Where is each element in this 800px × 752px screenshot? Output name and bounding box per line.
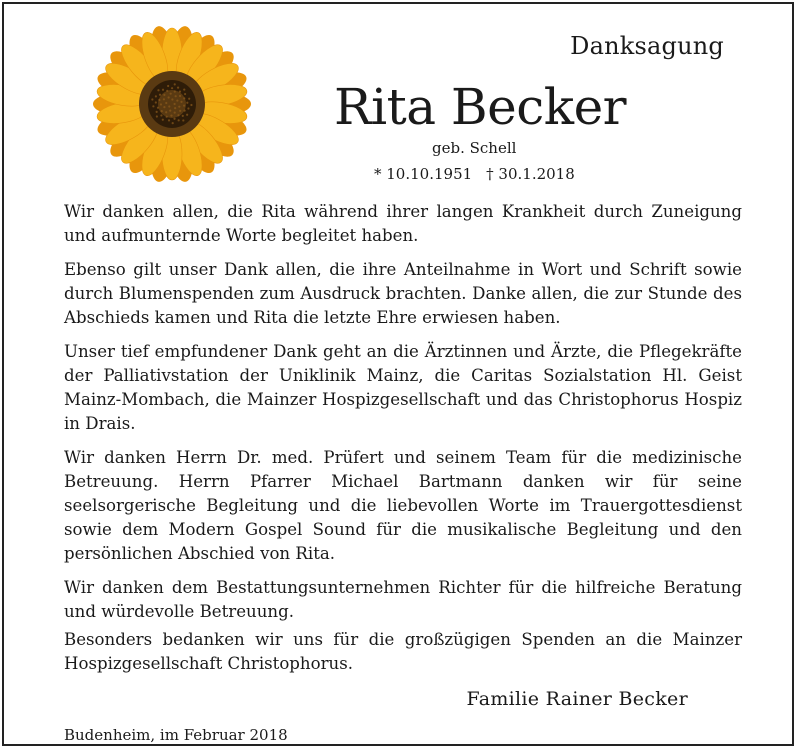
paragraph: Ebenso gilt unser Dank allen, die ihre Anteilnahme in Wort und Schrift sowie durch Blumenspenden zum Ausdruck brachten. Danke allen, die zur Stunde des Abschieds kamen und Rita die letzte Ehre erwiesen haben. [64, 260, 742, 327]
notice-heading: Danksagung [570, 32, 724, 60]
notice-body [64, 200, 742, 686]
signature: Familie Rainer Becker [466, 688, 688, 710]
place-date: Budenheim, im Februar 2018 [64, 726, 288, 744]
paragraph: Besonders bedanken wir uns für die großzügigen Spenden an die Mainzer Hospizgesellschaft Christophorus. [64, 630, 742, 673]
life-dates [374, 165, 575, 183]
death-date: † 30.1.2018 [486, 165, 575, 183]
paragraph: Wir danken Herrn Dr. med. Prüfert und seinem Team für die medizinische Betreuung. Herrn Pfarrer Michael Bartmann danken wir für seine seelsorgerische Begleitung und die liebevollen Worte im Trauergottesdienst sowie dem Modern Gospel Sound für die musikalische Begleitung und den persönlichen Abschied von Rita. [64, 448, 742, 563]
paragraph: Unser tief empfundener Dank geht an die Ärztinnen und Ärzte, die Pflegekräfte der Palliativstation der Uniklinik Mainz, die Caritas Sozialstation Hl. Geist Mainz-Mombach, die Mainzer Hospizgesellschaft und das Christophorus Hospiz in Drais. [64, 342, 742, 433]
paragraph: Wir danken allen, die Rita während ihrer langen Krankheit durch Zuneigung und aufmunternde Worte begleitet haben. [64, 202, 742, 245]
birth-date: * 10.10.1951 [374, 165, 473, 183]
paragraph: Wir danken dem Bestattungsunternehmen Richter für die hilfreiche Beratung und würdevolle Betreuung. [64, 578, 742, 621]
sunflower-image [92, 24, 252, 184]
birth-name: geb. Schell [432, 139, 517, 157]
obituary-notice [2, 2, 794, 746]
deceased-name: Rita Becker [334, 78, 627, 136]
